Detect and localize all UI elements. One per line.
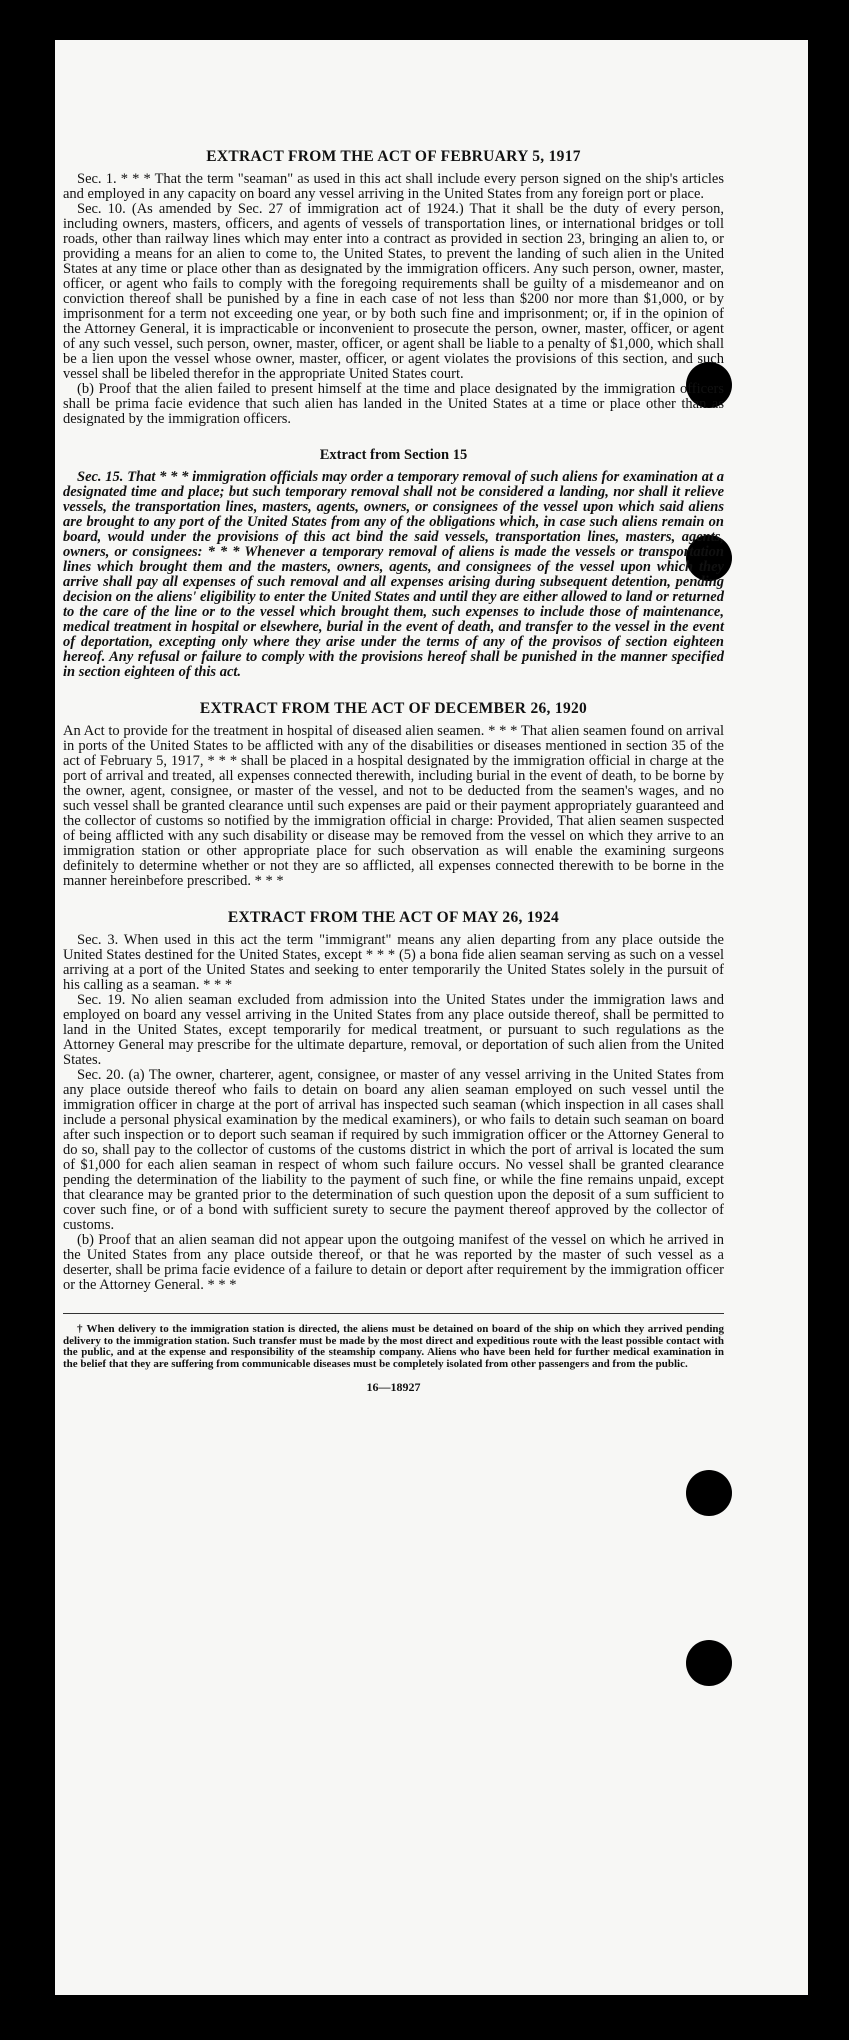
form-number: 16—18927	[366, 1380, 421, 1394]
act-1917-sec1: Sec. 1. * * * That the term "seaman" as used in this act shall include every person signed on the ship's articles and employed in any capacity on board any vessel arriving in the United States from any foreign port or place.	[63, 171, 724, 202]
punch-hole	[686, 1640, 732, 1686]
section-15-extract	[63, 447, 724, 680]
punch-hole	[686, 1470, 732, 1516]
act-1917-section	[63, 148, 724, 427]
act-1924-sec20a: Sec. 20. (a) The owner, charterer, agent, consignee, or master of any vessel arriving in the United States from any place outside thereof who fails to detain on board any alien seaman employed on such vessel until the immigration officer in charge at the port of arrival has inspected such seaman (which inspection in all cases shall include a personal physical examination by the medical examiners), or who fails to detain such seaman on board after such inspection or to deport such seaman if required by such immigration officer or the Attorney General to do so, shall pay to the collector of customs of the customs district in which the port of arrival is located the sum of $1,000 for each alien seaman in respect of whom such failure occurs. No vessel shall be granted clearance pending the determination of the liability to the payment of such fine, or while the fine remains unpaid, except that clearance may be granted prior to the determination of such question upon the deposit of a sum sufficient to cover such fine, or of a bond with sufficient surety to secure the payment thereof approved by the collector of customs.	[63, 1067, 724, 1233]
document-content	[63, 148, 724, 1395]
footnote-divider	[63, 1313, 724, 1314]
footnote: † When delivery to the immigration station is directed, the aliens must be detained on board of the ship on which they arrived pending delivery to the immigration station. Such transfer must be made by the most direct and expeditious route with the least possible contact with the public, and at the expense and responsibility of the steamship company. Aliens who have been held for further medical examination in the belief that they are suffering from communicable diseases must be completely isolated from other passengers and from the public.	[63, 1323, 724, 1370]
act-1920-section	[63, 700, 724, 889]
act-1924-heading: EXTRACT FROM THE ACT OF MAY 26, 1924	[227, 909, 560, 926]
act-1924-sec3: Sec. 3. When used in this act the term "immigrant" means any alien departing from any place outside the United States destined for the United States, except * * * (5) a bona fide alien seaman serving as such on a vessel arriving at a port of the United States and seeking to enter temporarily the United States solely in the pursuit of his calling as a seaman. * * *	[63, 932, 724, 993]
act-1924-sec20b: (b) Proof that an alien seaman did not appear upon the outgoing manifest of the vessel on which he arrived in the United States from any place outside thereof, or that he was reported by the master of such vessel as a deserter, shall be prima facie evidence of a failure to detain or deport after requirement by the immigration officer or the Attorney General. * * *	[63, 1232, 724, 1293]
act-1924-section	[63, 909, 724, 1293]
act-1917-sec10b: (b) Proof that the alien failed to present himself at the time and place designated by the immigration officers shall be prima facie evidence that such alien has landed in the United States at a time or place other than as designated by the immigration officers.	[63, 381, 724, 427]
section-15-text: Sec. 15. That * * * immigration officials may order a temporary removal of such aliens for examination at a designated time and place; but such temporary removal shall not be considered a landing, nor shall it relieve vessels, the transportation lines, masters, agents, owners, or consignees of the vessel upon which said aliens are brought to any port of the United States from any of the obligations which, in case such aliens remain on board, would under the provisions of this act bind the said vessels, transportation lines, masters, agents, owners, or consignees: * * * Whenever a temporary removal of aliens is made the vessels or transportation lines which brought them and the masters, owners, agents, and consignees of the vessel upon which they arrive shall pay all expenses of such removal and all expenses arising during subsequent detention, pending decision on the aliens' eligibility to enter the United States and until they are either allowed to land or returned to the care of the line or to the vessel which brought them, such expenses to include those of maintenance, medical treatment in hospital or elsewhere, burial in the event of death, and transfer to the vessel in the event of deportation, excepting only where they arise under the terms of any of the provisos of section eighteen hereof. Any refusal or failure to comply with the provisions hereof shall be punished in the manner specified in section eighteen of this act.	[63, 469, 724, 680]
section-15-heading: Extract from Section 15	[319, 447, 468, 463]
act-1924-sec19: Sec. 19. No alien seaman excluded from admission into the United States under the immigration laws and employed on board any vessel arriving in the United States from any place outside thereof, shall be permitted to land in the United States, except temporarily for medical treatment, or pursuant to such regulations as the Attorney General may prescribe for the ultimate departure, removal, or deportation of such alien from the United States.	[63, 992, 724, 1068]
act-1920-heading: EXTRACT FROM THE ACT OF DECEMBER 26, 1920	[199, 700, 588, 717]
act-1920-text: An Act to provide for the treatment in hospital of diseased alien seamen. * * * That alien seamen found on arrival in ports of the United States to be afflicted with any of the disabilities or diseases mentioned in section 35 of the act of February 5, 1917, * * * shall be placed in a hospital designated by the immigration official in charge at the port of arrival and treated, all expenses connected therewith, including burial in the event of death, to be borne by the owner, agent, consignee, or master of the vessel, and not to be deducted from the seamen's wages, and no such vessel shall be granted clearance until such expenses are paid or their payment appropriately guaranteed and the collector of customs so notified by the immigration official in charge: Provided, That alien seamen suspected of being afflicted with any such disability or disease may be removed from the vessel on which they arrive to an immigration station or other appropriate place for such observation as will enable the examining surgeons definitely to determine whether or not they are so afflicted, all expenses connected therewith to be borne in the manner hereinbefore prescribed. * * *	[63, 723, 724, 889]
act-1917-heading: EXTRACT FROM THE ACT OF FEBRUARY 5, 1917	[206, 148, 581, 165]
act-1917-sec10: Sec. 10. (As amended by Sec. 27 of immigration act of 1924.) That it shall be the duty of every person, including owners, masters, officers, and agents of vessels of transportation lines, or international bridges or toll roads, other than railway lines which may enter into a contract as provided in section 23, bringing an alien to, or providing a means for an alien to come to, the United States, to prevent the landing of such alien in the United States at any time or place other than as designated by the immigration officers. Any such person, owner, master, officer, or agent who fails to comply with the foregoing requirements shall be guilty of a misdemeanor and on conviction thereof shall be punished by a fine in each case of not less than $200 nor more than $1,000, or by imprisonment for a term not exceeding one year, or by both such fine and imprisonment; or, if in the opinion of the Attorney General, it is impracticable or inconvenient to prosecute the person, owner, master, officer, or agent of any such vessel, such person, owner, master, officer, or agent shall be liable to a penalty of $1,000, which shall be a lien upon the vessel whose owner, master, officer, or agent violates the provisions of this section, and such vessel shall be libeled therefor in the appropriate United States court.	[63, 201, 724, 382]
